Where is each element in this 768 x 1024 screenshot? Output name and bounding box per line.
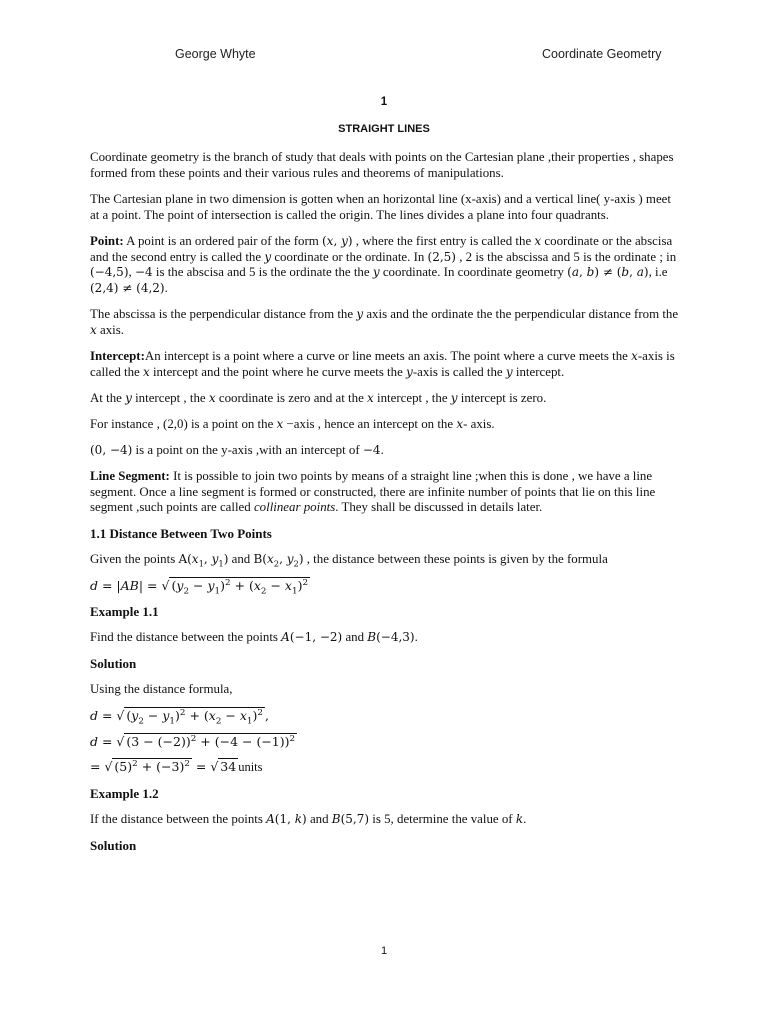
intercept-label: Intercept: — [90, 349, 145, 364]
paragraph-point: Point: A point is an ordered pair of the form (x, y) , where the first entry is called the x coordinate or the abscisa and the second entry is called the y coordinate or the ordinate. In (2,5) , 2 is the abscissa and 5 is the ordinate ; in (−4,5), −4 is the abscisa and 5 is the ordinate the the y coordinate. In coordinate geometry (a, b) ≠ (b, a), i.e (2,4) ≠ (4,2). — [90, 233, 677, 296]
paragraph-abscissa: The abscissa is the perpendicular distance from the y axis and the ordinate the the perpendicular distance from the x axis. — [90, 307, 679, 338]
distance-formula: d = |AB| = √ $(y_2 - y_1)^2 + (x_2 - x_1)^2$ — [90, 577, 309, 597]
example-1-step-1: d = √ $(y_2 - y_1)^2 + (x_2 - x_1)^2$ , — [90, 707, 269, 727]
paragraph-intercept-rule: At the y intercept , the x coordinate is zero and at the x intercept , the y intercept is zero. — [90, 390, 547, 405]
paragraph-line-segment: Line Segment: It is possible to join two points by means of a straight line ;when this is done , we have a line segment. Once a line segment is formed or constructed, there are infinite number of points that lie on this line segment ,such points are called collinear points. They shall be discussed in details later. — [90, 468, 656, 515]
paragraph-cartesian-plane: The Cartesian plane in two dimension is gotten when an horizontal line (x-axis) and a vertical line( y-axis ) meet at a point. The point of intersection is called the origin. The lines divides a plane into four quadrants. — [90, 191, 671, 222]
paragraph-instance: For instance , (2,0) is a point on the x −axis , hence an intercept on the x- axis. — [90, 416, 495, 431]
example-2-title: Example 1.2 — [90, 786, 159, 802]
segment-label: Line Segment: — [90, 468, 170, 483]
page-number: 1 — [380, 945, 388, 957]
paragraph-given-points: Given the points $A(x_1$, $y_1$) and $B(x_2$, $y_2$) , the distance between these points is given by the formula — [90, 552, 608, 569]
header-subject: Coordinate Geometry — [542, 47, 662, 61]
example-1-result: = √ $(5)^2 + (-3)^2$ = √ 34 units — [90, 759, 263, 775]
chapter-title: STRAIGHT LINES — [338, 123, 430, 135]
paragraph-intercept: Intercept:An intercept is a point where a curve or line meets an axis. The point where a curve meets the x-axis is called the x intercept and the point where he curve meets the y-axis is called the y intercept. — [90, 349, 675, 379]
collinear-term: collinear points — [253, 500, 336, 515]
example-1-title: Example 1.1 — [90, 604, 159, 620]
example-2-question: If the distance between the points A(1, k) and B(5,7) is 5, determine the value of k. — [90, 812, 527, 827]
paragraph-intro: Coordinate geometry is the branch of study that deals with points on the Cartesian plane ,their properties , shapes formed from these points and their various rules and theorems of manipulations. — [90, 150, 674, 180]
chapter-number: 1 — [380, 96, 388, 108]
paragraph-y-intercept: (0, −4) is a point on the y-axis ,with an intercept of −4. — [90, 442, 384, 457]
example-2-solution-label: Solution — [90, 838, 137, 854]
example-1-solution-label: Solution — [90, 655, 137, 671]
header-author: George Whyte — [175, 47, 256, 61]
example-1-using: Using the distance formula, — [90, 681, 233, 696]
point-label: Point: — [90, 233, 124, 248]
example-1-question: Find the distance between the points A(−1, −2) and B(−4,3). — [90, 629, 418, 644]
document-body — [90, 150, 680, 864]
section-heading: 1.1 Distance Between Two Points — [90, 526, 272, 542]
example-1-step-2: d = √ $(3 - (-2))^2 + (-4 - (-1))^2$ — [90, 733, 296, 749]
